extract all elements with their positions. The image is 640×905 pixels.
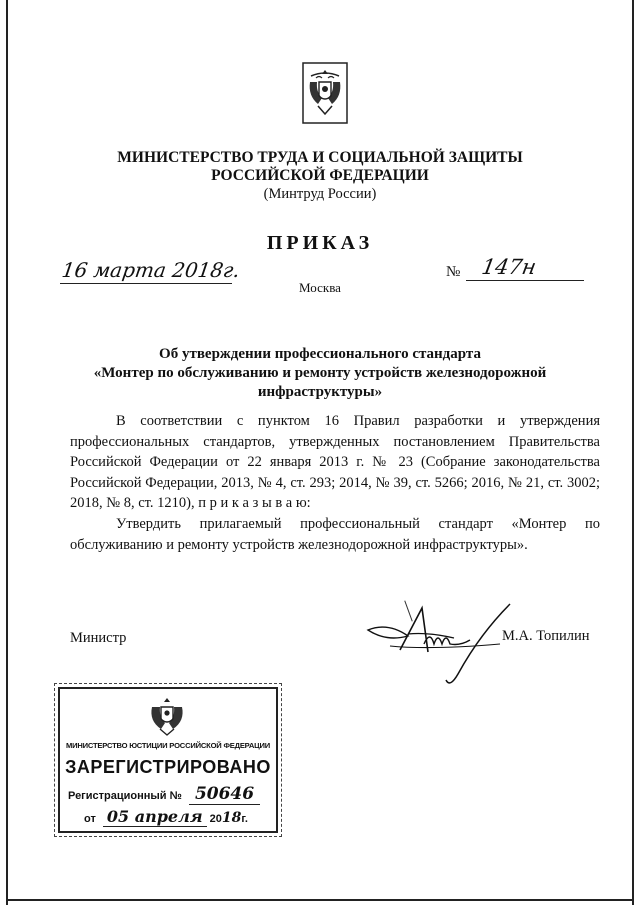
right-border-line <box>632 0 634 905</box>
stamp-registration-row <box>68 784 260 804</box>
stamp-ministry-of-justice: МИНИСТЕРСТВО ЮСТИЦИИ РОССИЙСКОЙ ФЕДЕРАЦИИ <box>65 741 271 750</box>
bottom-border-line <box>6 899 634 901</box>
stamp-date-handwritten: 05 апреля <box>103 807 207 827</box>
stamp-registered: ЗАРЕГИСТРИРОВАНО <box>65 757 271 777</box>
registration-stamp <box>58 687 278 833</box>
subject-line3: инфраструктуры» <box>257 384 383 400</box>
stamp-year-prefix: 20 <box>209 813 222 825</box>
order-number-prefix: № <box>446 264 461 280</box>
stamp-year-handwritten: 18 <box>221 810 242 826</box>
stamp-year-end: г. <box>241 813 248 825</box>
order-city: Москва <box>299 280 341 295</box>
ministry-name-line1: МИНИСТЕРСТВО ТРУДА И СОЦИАЛЬНОЙ ЗАЩИТЫ <box>117 149 523 166</box>
ministry-name-line2: РОССИЙСКОЙ ФЕДЕРАЦИИ <box>211 167 429 184</box>
order-date-handwritten: 16 марта 2018г. <box>60 258 242 282</box>
ministry-short-name: (Минтруд России) <box>263 186 377 202</box>
stamp-emblem <box>146 695 188 737</box>
coat-of-arms-emblem <box>302 62 348 124</box>
stamp-registration-number: 50646 <box>189 784 260 805</box>
left-border-line <box>6 0 8 905</box>
subject-line1: Об утверждении профессионального стандарта <box>159 346 481 362</box>
minister-signature <box>360 600 520 690</box>
stamp-date-prefix: от <box>84 813 96 825</box>
signatory-name: М.А. Топилин <box>502 628 590 644</box>
stamp-registration-label: Регистрационный № <box>68 790 182 802</box>
body-paragraph-2: Утвердить прилагаемый профессиональный стандарт «Монтер по обслуживанию и ремонту устройств железнодорожной инфраструктуры». <box>70 516 600 553</box>
signatory-position: Министр <box>70 630 127 646</box>
order-number-handwritten: 147н <box>479 255 539 279</box>
stamp-date-row <box>84 807 248 826</box>
order-title: ПРИКАЗ <box>266 232 374 254</box>
body-paragraph-1: В соответствии с пунктом 16 Правил разработки и утверждения профессиональных стандартов, утвержденных постановлением Правительства Российской Федерации от 22 января 2013 г. № 23 (Собрание законодательства Российской Федерации, 2013, № 4, ст. 293; 2014, № 39, ст. 5266; 2016, № 21, ст. 3002; 2018, № 8, ст. 1210), п р и к а з ы в а ю: <box>70 413 600 511</box>
subject-line2: «Монтер по обслуживанию и ремонту устройств железнодорожной <box>93 365 547 381</box>
